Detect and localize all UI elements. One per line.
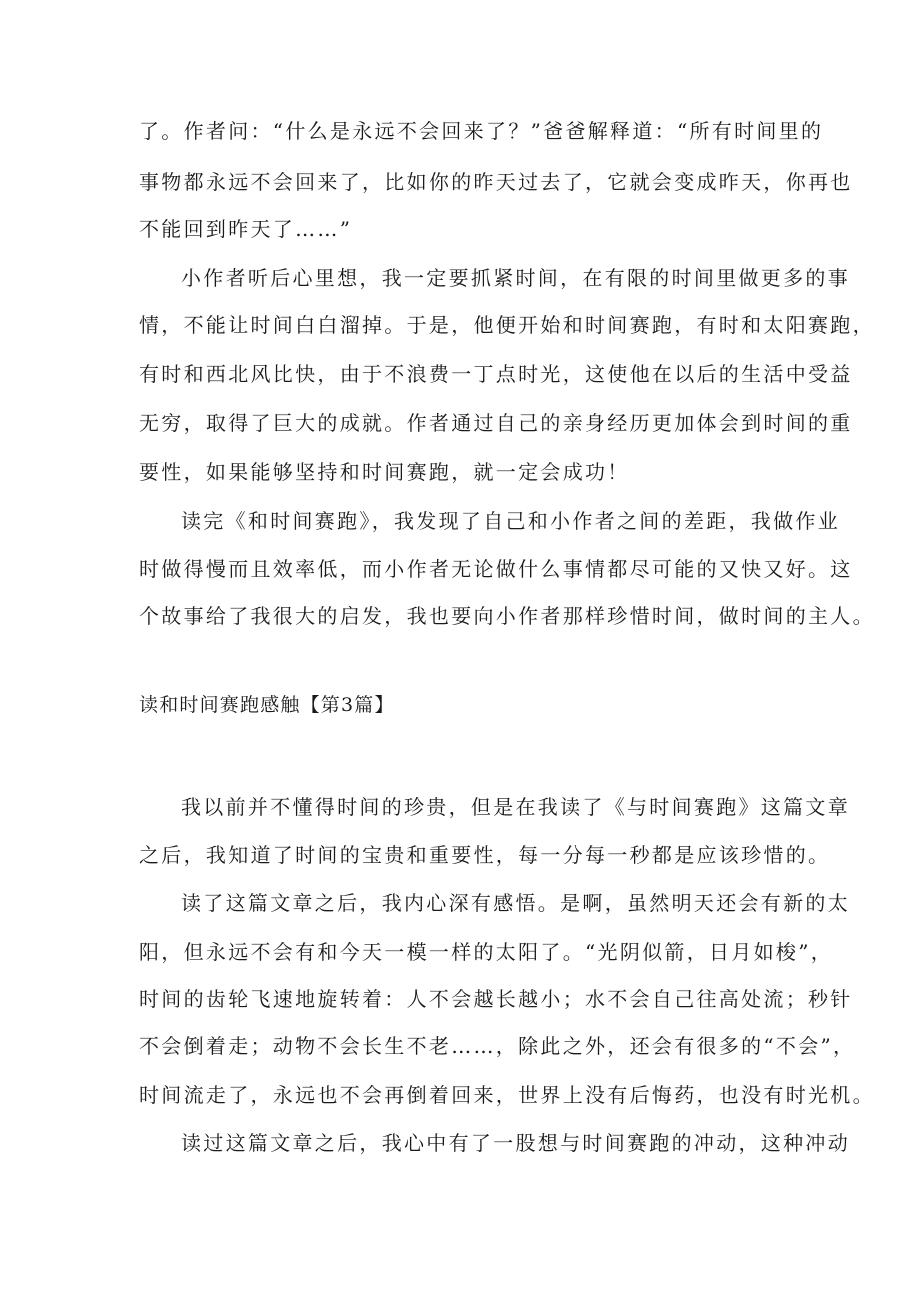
- section-heading: 读和时间赛跑感触【第3篇】: [139, 694, 395, 716]
- text-line: 情，不能让时间白白溜掉。于是，他便开始和时间赛跑，有时和太阳赛跑，: [139, 313, 875, 337]
- text-line: 要性，如果能够坚持和时间赛跑，就一定会成功！: [139, 460, 630, 484]
- text-line: 时做得慢而且效率低，而小作者无论做什么事情都尽可能的又快又好。这: [139, 557, 853, 581]
- text-line: 时间流走了，永远也不会再倒着回来，世界上没有后悔药，也没有时光机。: [139, 1083, 875, 1107]
- text-line: 之后，我知道了时间的宝贵和重要性，每一分每一秒都是应该珍惜的。: [139, 843, 831, 867]
- text-line: 我以前并不懂得时间的珍贵，但是在我读了《与时间赛跑》这篇文章: [181, 795, 850, 819]
- text-line: 读过这篇文章之后，我心中有了一股想与时间赛跑的冲动，这种冲动: [181, 1131, 850, 1155]
- text-line: 无穷，取得了巨大的成就。作者通过自己的亲身经历更加体会到时间的重: [139, 411, 853, 435]
- text-line: 读完《和时间赛跑》，我发现了自己和小作者之间的差距，我做作业: [181, 509, 840, 533]
- text-line: 时间的齿轮飞速地旋转着：人不会越长越小；水不会自己往高处流；秒针: [139, 987, 853, 1011]
- text-line: 小作者听后心里想，我一定要抓紧时间，在有限的时间里做更多的事: [181, 266, 850, 290]
- text-line: 事物都永远不会回来了，比如你的昨天过去了，它就会变成昨天，你再也: [139, 170, 853, 194]
- text-line: 有时和西北风比快，由于不浪费一丁点时光，这使他在以后的生活中受益: [139, 362, 853, 386]
- text-line: 读了这篇文章之后，我内心深有感悟。是啊，虽然明天还会有新的太: [181, 891, 850, 915]
- text-line: 不会倒着走；动物不会长生不老……，除此之外，还会有很多的“不会”，: [139, 1034, 856, 1058]
- text-line: 了。作者问：“什么是永远不会回来了？”爸爸解释道：“所有时间里的: [139, 119, 824, 143]
- text-line: 个故事给了我很大的启发，我也要向小作者那样珍惜时间，做时间的主人。: [139, 604, 875, 628]
- text-line: 不能回到昨天了……”: [139, 217, 353, 241]
- text-line: 阳，但永远不会有和今天一模一样的太阳了。“光阴似箭，日月如梭”，: [139, 940, 834, 964]
